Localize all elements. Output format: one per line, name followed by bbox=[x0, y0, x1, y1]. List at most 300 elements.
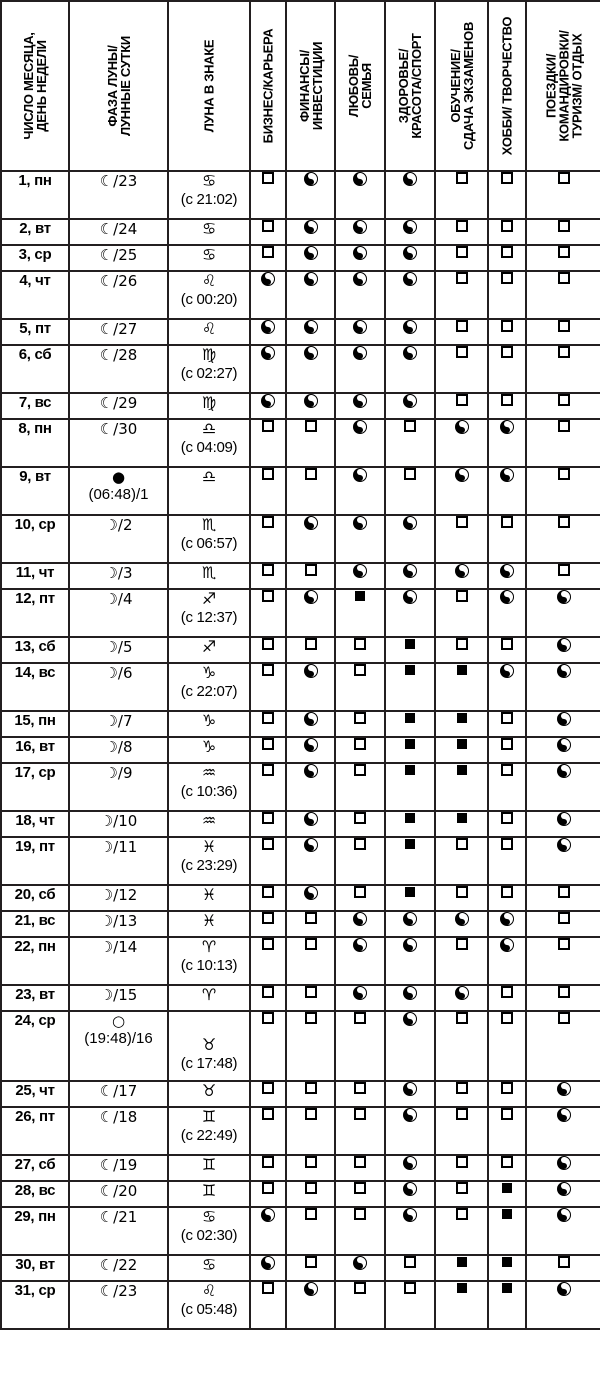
header-line: ЗДОРОВЬЕ/ bbox=[396, 48, 411, 124]
travel-cell bbox=[526, 663, 600, 711]
empty-square-icon bbox=[262, 638, 274, 650]
hobby-cell bbox=[488, 811, 526, 837]
yin-yang-icon bbox=[403, 1012, 417, 1026]
empty-square-icon bbox=[262, 468, 274, 480]
study-cell bbox=[435, 1207, 488, 1255]
finance-cell bbox=[286, 737, 335, 763]
hobby-cell bbox=[488, 1255, 526, 1281]
moon-phase-cell bbox=[69, 393, 168, 419]
health-cell bbox=[385, 1181, 435, 1207]
business-cell bbox=[250, 1207, 286, 1255]
filled-square-icon bbox=[457, 713, 467, 723]
sign-entry-time: (с 21:02) bbox=[180, 191, 238, 208]
love-cell bbox=[335, 763, 385, 811]
empty-square-icon bbox=[456, 1208, 468, 1220]
health-cell bbox=[385, 419, 435, 467]
empty-square-icon bbox=[501, 246, 513, 258]
filled-square-icon bbox=[405, 713, 415, 723]
moon-sign-cell bbox=[168, 515, 250, 563]
finance-cell bbox=[286, 589, 335, 637]
filled-square-icon bbox=[457, 739, 467, 749]
love-cell bbox=[335, 1155, 385, 1181]
travel-cell bbox=[526, 515, 600, 563]
table-row bbox=[1, 589, 600, 637]
empty-square-icon bbox=[558, 886, 570, 898]
day-cell: 14, вс bbox=[1, 663, 69, 711]
moon-sign-cell bbox=[168, 1181, 250, 1207]
sign-entry-time: (с 23:29) bbox=[180, 857, 238, 874]
filled-square-icon bbox=[502, 1257, 512, 1267]
love-cell bbox=[335, 911, 385, 937]
yin-yang-icon bbox=[500, 564, 514, 578]
love-cell bbox=[335, 393, 385, 419]
table-row bbox=[1, 737, 600, 763]
moon-sign-cell bbox=[168, 911, 250, 937]
zodiac-sign-icon: ♑ bbox=[201, 711, 217, 730]
day-cell: 17, ср bbox=[1, 763, 69, 811]
empty-square-icon bbox=[354, 638, 366, 650]
table-row bbox=[1, 911, 600, 937]
health-cell bbox=[385, 737, 435, 763]
health-cell bbox=[385, 171, 435, 219]
empty-square-icon bbox=[501, 172, 513, 184]
empty-square-icon bbox=[558, 564, 570, 576]
zodiac-sign-icon: ♑ bbox=[201, 737, 217, 756]
yin-yang-icon bbox=[304, 320, 318, 334]
study-cell bbox=[435, 563, 488, 589]
travel-cell bbox=[526, 711, 600, 737]
header-label bbox=[347, 55, 373, 117]
moon-phase-icon: ☾/18 bbox=[99, 1108, 138, 1126]
empty-square-icon bbox=[262, 738, 274, 750]
yin-yang-icon bbox=[455, 986, 469, 1000]
day-cell: 22, пн bbox=[1, 937, 69, 985]
empty-square-icon bbox=[558, 220, 570, 232]
empty-square-icon bbox=[262, 1282, 274, 1294]
moon-sign-cell bbox=[168, 419, 250, 467]
yin-yang-icon bbox=[403, 564, 417, 578]
zodiac-sign-icon: ♐ bbox=[201, 637, 217, 656]
health-cell bbox=[385, 1207, 435, 1255]
finance-cell bbox=[286, 219, 335, 245]
empty-square-icon bbox=[456, 220, 468, 232]
empty-square-icon bbox=[262, 516, 274, 528]
day-cell: 11, чт bbox=[1, 563, 69, 589]
moon-sign-cell bbox=[168, 589, 250, 637]
love-cell bbox=[335, 1011, 385, 1081]
zodiac-sign-icon: ♊ bbox=[201, 1181, 217, 1200]
yin-yang-icon bbox=[403, 986, 417, 1000]
yin-yang-icon bbox=[557, 638, 571, 652]
empty-square-icon bbox=[354, 664, 366, 676]
empty-square-icon bbox=[558, 468, 570, 480]
yin-yang-icon bbox=[557, 590, 571, 604]
yin-yang-icon bbox=[557, 1108, 571, 1122]
business-cell bbox=[250, 563, 286, 589]
header-hobby bbox=[488, 1, 526, 171]
health-cell bbox=[385, 393, 435, 419]
moon-sign-cell bbox=[168, 393, 250, 419]
empty-square-icon bbox=[501, 516, 513, 528]
study-cell bbox=[435, 937, 488, 985]
health-cell bbox=[385, 271, 435, 319]
yin-yang-icon bbox=[500, 420, 514, 434]
love-cell bbox=[335, 589, 385, 637]
empty-square-icon bbox=[354, 1108, 366, 1120]
moon-sign-cell bbox=[168, 1107, 250, 1155]
hobby-cell bbox=[488, 885, 526, 911]
empty-square-icon bbox=[354, 812, 366, 824]
empty-square-icon bbox=[501, 764, 513, 776]
moon-sign-cell bbox=[168, 737, 250, 763]
filled-square-icon bbox=[502, 1209, 512, 1219]
table-row bbox=[1, 319, 600, 345]
sign-entry-time: (с 04:09) bbox=[180, 439, 238, 456]
love-cell bbox=[335, 1081, 385, 1107]
day-cell: 18, чт bbox=[1, 811, 69, 837]
zodiac-sign-icon: ♑ bbox=[201, 663, 217, 682]
zodiac-sign-icon: ♉ bbox=[201, 1081, 217, 1100]
moon-sign-cell bbox=[168, 1255, 250, 1281]
empty-square-icon bbox=[501, 886, 513, 898]
sign-entry-time: (с 22:49) bbox=[180, 1127, 238, 1144]
header-line: КРАСОТА/СПОРТ bbox=[409, 33, 424, 139]
health-cell bbox=[385, 345, 435, 393]
travel-cell bbox=[526, 811, 600, 837]
travel-cell bbox=[526, 171, 600, 219]
moon-sign-cell bbox=[168, 1207, 250, 1255]
empty-square-icon bbox=[305, 420, 317, 432]
health-cell bbox=[385, 1107, 435, 1155]
yin-yang-icon bbox=[557, 1156, 571, 1170]
yin-yang-icon bbox=[557, 764, 571, 778]
table-row bbox=[1, 985, 600, 1011]
study-cell bbox=[435, 1081, 488, 1107]
moon-phase-icon: ☽/13 bbox=[99, 912, 138, 930]
day-cell: 16, вт bbox=[1, 737, 69, 763]
moon-phase-cell bbox=[69, 637, 168, 663]
moon-phase-time: (06:48)/1 bbox=[88, 486, 149, 503]
yin-yang-icon bbox=[500, 590, 514, 604]
finance-cell bbox=[286, 811, 335, 837]
business-cell bbox=[250, 663, 286, 711]
study-cell bbox=[435, 245, 488, 271]
table-row bbox=[1, 271, 600, 319]
yin-yang-icon bbox=[261, 320, 275, 334]
health-cell bbox=[385, 1255, 435, 1281]
business-cell bbox=[250, 515, 286, 563]
day-cell: 3, ср bbox=[1, 245, 69, 271]
yin-yang-icon bbox=[557, 664, 571, 678]
moon-phase-icon: ☾/23 bbox=[99, 172, 138, 190]
day-cell: 21, вс bbox=[1, 911, 69, 937]
empty-square-icon bbox=[262, 664, 274, 676]
study-cell bbox=[435, 663, 488, 711]
moon-sign-cell bbox=[168, 1155, 250, 1181]
travel-cell bbox=[526, 1181, 600, 1207]
day-cell: 12, пт bbox=[1, 589, 69, 637]
filled-square-icon bbox=[405, 887, 415, 897]
yin-yang-icon bbox=[557, 738, 571, 752]
empty-square-icon bbox=[354, 1208, 366, 1220]
business-cell bbox=[250, 637, 286, 663]
empty-square-icon bbox=[558, 516, 570, 528]
yin-yang-icon bbox=[403, 272, 417, 286]
day-cell: 13, сб bbox=[1, 637, 69, 663]
moon-sign-cell bbox=[168, 663, 250, 711]
hobby-cell bbox=[488, 1081, 526, 1107]
header-line: СДАЧА ЭКЗАМЕНОВ bbox=[460, 21, 476, 151]
yin-yang-icon bbox=[403, 1208, 417, 1222]
moon-phase-cell bbox=[69, 1155, 168, 1181]
empty-square-icon bbox=[404, 420, 416, 432]
filled-square-icon bbox=[405, 639, 415, 649]
moon-phase-icon: ☽/5 bbox=[104, 638, 133, 656]
moon-phase-cell bbox=[69, 589, 168, 637]
moon-phase-cell bbox=[69, 515, 168, 563]
hobby-cell bbox=[488, 911, 526, 937]
moon-phase-cell bbox=[69, 1011, 168, 1081]
yin-yang-icon bbox=[304, 394, 318, 408]
zodiac-sign-icon: ♈ bbox=[201, 985, 217, 1004]
empty-square-icon bbox=[262, 986, 274, 998]
day-cell: 26, пт bbox=[1, 1107, 69, 1155]
sign-entry-time: (с 22:07) bbox=[180, 683, 238, 700]
health-cell bbox=[385, 467, 435, 515]
health-cell bbox=[385, 1155, 435, 1181]
health-cell bbox=[385, 763, 435, 811]
business-cell bbox=[250, 1107, 286, 1155]
zodiac-sign-icon: ♋ bbox=[201, 171, 217, 190]
finance-cell bbox=[286, 319, 335, 345]
table-row bbox=[1, 219, 600, 245]
table-row bbox=[1, 637, 600, 663]
business-cell bbox=[250, 811, 286, 837]
header-day bbox=[1, 1, 69, 171]
header-line: ФАЗА ЛУНЫ/ bbox=[104, 45, 120, 127]
yin-yang-icon bbox=[353, 564, 367, 578]
moon-phase-icon: ☾/23 bbox=[99, 1282, 138, 1300]
love-cell bbox=[335, 563, 385, 589]
hobby-cell bbox=[488, 345, 526, 393]
filled-square-icon bbox=[457, 813, 467, 823]
empty-square-icon bbox=[305, 1156, 317, 1168]
table-row bbox=[1, 837, 600, 885]
hobby-cell bbox=[488, 937, 526, 985]
health-cell bbox=[385, 563, 435, 589]
sign-entry-time: (с 10:13) bbox=[180, 957, 238, 974]
table-row bbox=[1, 663, 600, 711]
business-cell bbox=[250, 1281, 286, 1329]
day-cell: 7, вс bbox=[1, 393, 69, 419]
moon-sign-cell bbox=[168, 467, 250, 515]
business-cell bbox=[250, 1155, 286, 1181]
yin-yang-icon bbox=[455, 420, 469, 434]
moon-sign-cell bbox=[168, 637, 250, 663]
table-row bbox=[1, 1011, 600, 1081]
yin-yang-icon bbox=[304, 346, 318, 360]
study-cell bbox=[435, 319, 488, 345]
header-business bbox=[250, 1, 286, 171]
travel-cell bbox=[526, 637, 600, 663]
table-row bbox=[1, 1155, 600, 1181]
travel-cell bbox=[526, 271, 600, 319]
moon-phase-cell bbox=[69, 837, 168, 885]
empty-square-icon bbox=[305, 1182, 317, 1194]
love-cell bbox=[335, 1107, 385, 1155]
finance-cell bbox=[286, 171, 335, 219]
zodiac-sign-icon: ♌ bbox=[201, 319, 217, 338]
hobby-cell bbox=[488, 515, 526, 563]
travel-cell bbox=[526, 1207, 600, 1255]
header-line: ЧИСЛО МЕСЯЦА, bbox=[21, 32, 36, 140]
header-moon-phase bbox=[69, 1, 168, 171]
moon-phase-icon: ☽/14 bbox=[99, 938, 138, 956]
moon-sign-cell bbox=[168, 319, 250, 345]
empty-square-icon bbox=[305, 912, 317, 924]
empty-square-icon bbox=[262, 1108, 274, 1120]
filled-square-icon bbox=[457, 1283, 467, 1293]
travel-cell bbox=[526, 837, 600, 885]
yin-yang-icon bbox=[500, 912, 514, 926]
health-cell bbox=[385, 711, 435, 737]
day-cell: 8, пн bbox=[1, 419, 69, 467]
empty-square-icon bbox=[262, 172, 274, 184]
study-cell bbox=[435, 1011, 488, 1081]
empty-square-icon bbox=[501, 738, 513, 750]
table-row bbox=[1, 345, 600, 393]
empty-square-icon bbox=[262, 1082, 274, 1094]
travel-cell bbox=[526, 1255, 600, 1281]
yin-yang-icon bbox=[261, 1256, 275, 1270]
moon-phase-cell bbox=[69, 711, 168, 737]
moon-phase-cell bbox=[69, 563, 168, 589]
yin-yang-icon bbox=[353, 272, 367, 286]
zodiac-sign-icon: ♒ bbox=[201, 763, 217, 782]
finance-cell bbox=[286, 345, 335, 393]
moon-phase-cell bbox=[69, 763, 168, 811]
table-row bbox=[1, 885, 600, 911]
day-cell: 23, вт bbox=[1, 985, 69, 1011]
love-cell bbox=[335, 663, 385, 711]
yin-yang-icon bbox=[304, 712, 318, 726]
love-cell bbox=[335, 985, 385, 1011]
day-cell: 10, ср bbox=[1, 515, 69, 563]
finance-cell bbox=[286, 271, 335, 319]
moon-phase-cell bbox=[69, 271, 168, 319]
header-line: ПОЕЗДКИ/ bbox=[543, 53, 558, 119]
empty-square-icon bbox=[354, 1082, 366, 1094]
empty-square-icon bbox=[501, 1156, 513, 1168]
finance-cell bbox=[286, 1011, 335, 1081]
header-label bbox=[397, 33, 423, 138]
health-cell bbox=[385, 515, 435, 563]
love-cell bbox=[335, 345, 385, 393]
empty-square-icon bbox=[262, 912, 274, 924]
filled-square-icon bbox=[457, 765, 467, 775]
yin-yang-icon bbox=[500, 664, 514, 678]
study-cell bbox=[435, 1281, 488, 1329]
yin-yang-icon bbox=[403, 394, 417, 408]
study-cell bbox=[435, 171, 488, 219]
day-cell: 5, пт bbox=[1, 319, 69, 345]
zodiac-sign-icon: ♉ bbox=[201, 1035, 217, 1054]
yin-yang-icon bbox=[455, 912, 469, 926]
hobby-cell bbox=[488, 1281, 526, 1329]
day-cell: 19, пт bbox=[1, 837, 69, 885]
table-row bbox=[1, 763, 600, 811]
yin-yang-icon bbox=[261, 394, 275, 408]
moon-sign-cell bbox=[168, 1011, 250, 1081]
yin-yang-icon bbox=[500, 938, 514, 952]
day-cell: 29, пн bbox=[1, 1207, 69, 1255]
study-cell bbox=[435, 271, 488, 319]
empty-square-icon bbox=[404, 468, 416, 480]
moon-sign-cell bbox=[168, 345, 250, 393]
empty-square-icon bbox=[456, 638, 468, 650]
filled-square-icon bbox=[457, 1257, 467, 1267]
business-cell bbox=[250, 319, 286, 345]
table-row bbox=[1, 937, 600, 985]
yin-yang-icon bbox=[353, 394, 367, 408]
yin-yang-icon bbox=[403, 516, 417, 530]
empty-square-icon bbox=[354, 1182, 366, 1194]
study-cell bbox=[435, 763, 488, 811]
table-row bbox=[1, 467, 600, 515]
filled-square-icon bbox=[405, 765, 415, 775]
filled-square-icon bbox=[405, 665, 415, 675]
header-health bbox=[385, 1, 435, 171]
moon-phase-icon: ☾/26 bbox=[99, 272, 138, 290]
business-cell bbox=[250, 393, 286, 419]
finance-cell bbox=[286, 937, 335, 985]
business-cell bbox=[250, 419, 286, 467]
study-cell bbox=[435, 589, 488, 637]
moon-phase-icon: ☾/29 bbox=[99, 394, 138, 412]
yin-yang-icon bbox=[353, 220, 367, 234]
header-line: СЕМЬЯ bbox=[359, 63, 374, 109]
finance-cell bbox=[286, 1181, 335, 1207]
yin-yang-icon bbox=[557, 1282, 571, 1296]
filled-square-icon bbox=[355, 591, 365, 601]
love-cell bbox=[335, 219, 385, 245]
yin-yang-icon bbox=[304, 1282, 318, 1296]
header-label bbox=[449, 22, 475, 150]
zodiac-sign-icon: ♋ bbox=[201, 219, 217, 238]
zodiac-sign-icon: ♏ bbox=[201, 563, 217, 582]
header-moon-sign bbox=[168, 1, 250, 171]
moon-phase-cell bbox=[69, 419, 168, 467]
yin-yang-icon bbox=[304, 516, 318, 530]
moon-sign-cell bbox=[168, 1081, 250, 1107]
moon-phase-icon: ☾/21 bbox=[99, 1208, 138, 1226]
header-line: ДЕНЬ НЕДЕЛИ bbox=[34, 40, 49, 132]
finance-cell bbox=[286, 393, 335, 419]
table-row bbox=[1, 563, 600, 589]
moon-sign-cell bbox=[168, 563, 250, 589]
business-cell bbox=[250, 937, 286, 985]
love-cell bbox=[335, 711, 385, 737]
study-cell bbox=[435, 837, 488, 885]
empty-square-icon bbox=[558, 320, 570, 332]
empty-square-icon bbox=[262, 246, 274, 258]
empty-square-icon bbox=[262, 838, 274, 850]
moon-phase-cell bbox=[69, 1107, 168, 1155]
business-cell bbox=[250, 245, 286, 271]
moon-sign-cell bbox=[168, 171, 250, 219]
hobby-cell bbox=[488, 1207, 526, 1255]
study-cell bbox=[435, 985, 488, 1011]
